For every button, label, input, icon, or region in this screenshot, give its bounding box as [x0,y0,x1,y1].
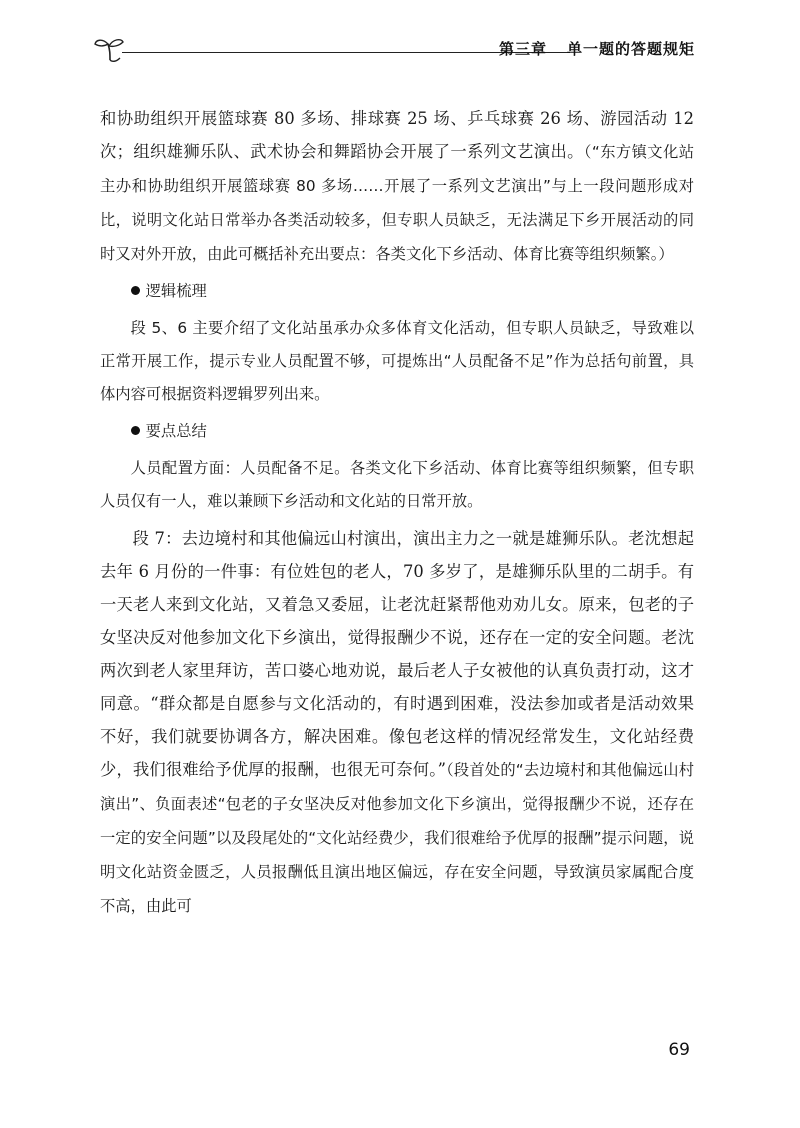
heading-summary-label: 要点总结 [145,422,207,440]
paragraph-3: 人员配置方面：人员配备不足。各类文化下乡活动、体育比赛等组织频繁，但专职人员仅有一人，难以兼顾下乡活动和文化站的日常开放。 [100,459,694,510]
chapter-number: 第三章 [498,40,547,58]
sprout-icon [90,30,130,70]
paragraph-1 [100,102,694,271]
chapter-title: 单一题的答题规矩 [566,40,695,58]
running-header [90,30,695,70]
body-text [100,102,694,923]
heading-summary [100,415,694,448]
heading-logic-label: 逻辑梳理 [145,282,207,300]
page-number: 69 [668,1040,690,1060]
paragraph-2: 段 5、6 主要介绍了文化站虽承办众多体育文化活动，但专职人员缺乏，导致难以正常开展工作，提示专业人员配置不够，可提炼出“人员配备不足”作为总括句前置，具体内容可根据资料逻辑罗列出来。 [100,319,694,403]
paragraph-4-main: 段 7：去边境村和其他偏远山村演出，演出主力之一就是雄狮乐队。老沈想起去年 6 月份的一件事：有位姓包的老人，70 多岁了，是雄狮乐队里的二胡手。有一天老人来到文化站，又着急又委屈，让老沈赶紧帮他劝劝儿女。原来，包老的子女坚决反对他参加文化下乡演出，觉得报酬少不说，还存在一定的安全问题。老沈两次到老人家里拜访，苦口婆心地劝说，最后老人子女被他的认真负责打动，这才同意。“群众都是自愿参与文化活动的，有时遇到困难，没法参加或者是活动效果不好，我们就要协调各方，解决困难。像包老这样的情况经常发生，文化站经费少，我们很难给予优厚的报酬，也很无可奈何。” [100,529,694,779]
heading-logic [100,275,694,308]
bullet-icon [131,426,140,435]
paragraph-1-main: 和协助组织开展篮球赛 80 多场、排球赛 25 场、乒乓球赛 26 场、游园活动 12 次；组织雄狮乐队、武术协会和舞蹈协会开展了一系列文艺演出。 [100,109,694,161]
paragraph-4 [100,522,694,923]
chapter-heading [499,38,695,59]
bullet-icon [131,286,140,295]
paragraph-4-note: （段首处的“去边境村和其他偏远山村演出”、负面表述“包老的子女坚决反对他参加文化下乡演出，觉得报酬少不说，还存在一定的安全问题”以及段尾处的“文化站经费少，我们很难给予优厚的报酬”提示问题，说明文化站资金匮乏，人员报酬低且演出地区偏远，存在安全问题，导致演员家属配合度不高，由此可 [100,761,694,915]
paragraph-1-note: （“东方镇文化站主办和协助组织开展篮球赛 80 多场……开展了一系列文艺演出”与上一段问题形成对比，说明文化站日常举办各类活动较多，但专职人员缺乏，无法满足下乡开展活动的同时又对外开放，由此可概括补充出要点：各类文化下乡活动、体育比赛等组织频繁。） [100,143,694,263]
